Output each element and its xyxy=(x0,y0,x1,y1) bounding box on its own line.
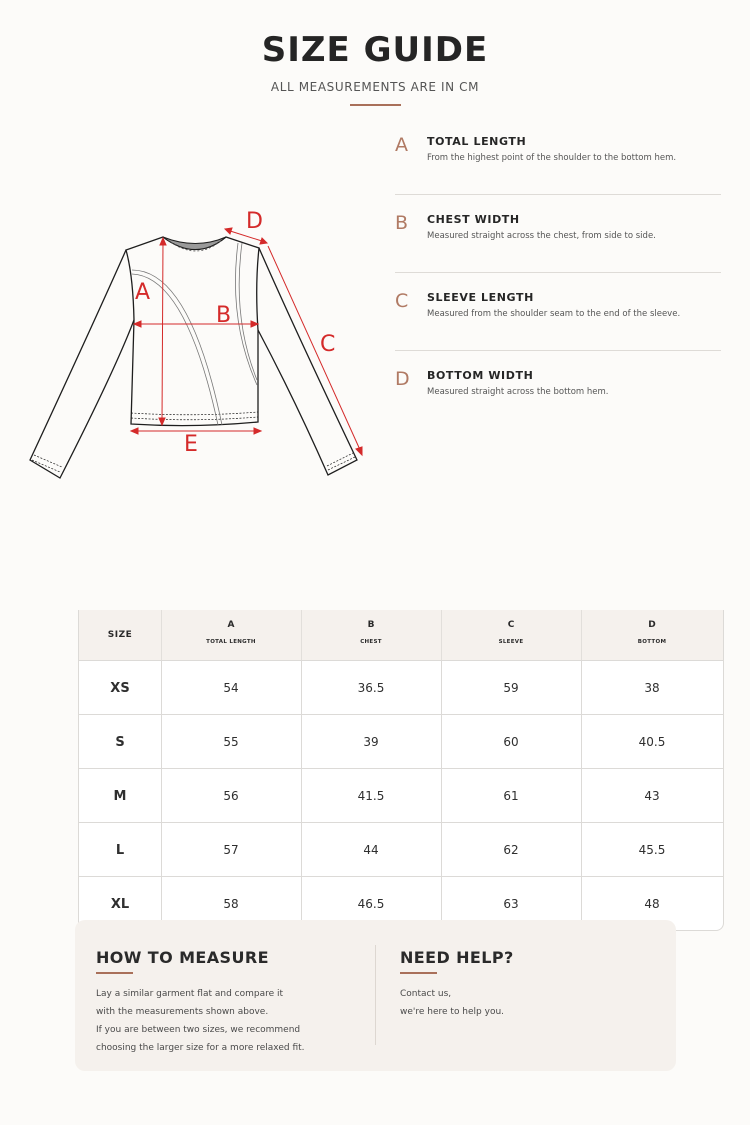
value-cell: 39 xyxy=(301,715,442,769)
legend-item-chest-width xyxy=(395,208,721,273)
value-cell: 45.5 xyxy=(638,843,666,857)
legend-description: Measured straight across the chest, from side to side. xyxy=(427,231,656,241)
header-col-d xyxy=(581,610,723,660)
legend-description: Measured from the shoulder seam to the end of the sleeve. xyxy=(427,309,681,319)
legend-item-bottom-width xyxy=(395,364,721,428)
size-cell: L xyxy=(79,823,162,877)
legend-description: From the highest point of the shoulder to the bottom hem. xyxy=(427,153,677,163)
page-title: SIZE GUIDE xyxy=(261,30,489,70)
header-sub: BOTTOM xyxy=(637,639,667,645)
value-cell: 57 xyxy=(161,823,302,877)
need-help-title: NEED HELP? xyxy=(400,948,514,967)
legend-item-sleeve-length xyxy=(395,286,721,351)
sweater-body-outline xyxy=(126,237,259,426)
value-cell: 41.5 xyxy=(301,769,442,823)
how-to-measure-line: choosing the larger size for a more relaxed fit. xyxy=(96,1043,305,1053)
page-subtitle: ALL MEASUREMENTS ARE IN CM xyxy=(270,80,480,94)
info-divider xyxy=(375,945,376,1045)
value-cell: 55 xyxy=(161,715,302,769)
legend-title: BOTTOM WIDTH xyxy=(427,369,534,382)
size-cell: S xyxy=(79,715,162,769)
left-sleeve-outline xyxy=(30,250,134,478)
need-help-line: we're here to help you. xyxy=(400,1007,505,1017)
diagram-label-d: D xyxy=(246,209,263,234)
value-cell: 48 xyxy=(644,897,660,911)
how-to-measure-underline xyxy=(96,972,133,974)
legend-letter: B xyxy=(395,212,409,234)
legend-description: Measured straight across the bottom hem. xyxy=(427,387,609,397)
header-sub: TOTAL LENGTH xyxy=(206,639,256,645)
diagram-label-c: C xyxy=(320,332,336,357)
header-letter: C xyxy=(507,620,515,630)
size-cell: XS xyxy=(79,661,162,715)
header-letter: A xyxy=(227,620,235,630)
legend-letter: A xyxy=(395,134,408,156)
value-cell: 61 xyxy=(441,769,582,823)
diagram-label-e: E xyxy=(184,432,198,457)
legend-title: TOTAL LENGTH xyxy=(427,135,527,148)
value-cell: 40.5 xyxy=(638,735,666,749)
diagram-label-b: B xyxy=(216,303,232,328)
value-cell: 36.5 xyxy=(301,661,442,715)
header-sub: CHEST xyxy=(360,639,382,645)
info-panel xyxy=(75,920,676,1071)
size-table xyxy=(78,610,724,931)
table-row xyxy=(79,768,723,823)
need-help-underline xyxy=(400,972,437,974)
legend-letter: D xyxy=(395,368,410,390)
how-to-measure-line: Lay a similar garment flat and compare it xyxy=(96,989,284,999)
how-to-measure-text xyxy=(96,985,305,1057)
value-cell: 38 xyxy=(644,681,660,695)
need-help-line: Contact us, xyxy=(400,989,452,999)
sweater-diagram xyxy=(0,190,380,490)
measurement-legend xyxy=(395,130,721,441)
value-cell: 60 xyxy=(441,715,582,769)
value-cell: 44 xyxy=(301,823,442,877)
legend-letter: C xyxy=(395,290,409,312)
table-row xyxy=(79,714,723,769)
legend-title: SLEEVE LENGTH xyxy=(427,291,534,304)
table-row xyxy=(79,822,723,877)
legend-item-total-length xyxy=(395,130,721,195)
size-cell: M xyxy=(79,769,162,823)
header-col-b xyxy=(301,610,442,660)
value-cell: 43 xyxy=(644,789,660,803)
legend-title: CHEST WIDTH xyxy=(427,213,520,226)
size-cell: XL xyxy=(79,877,162,931)
how-to-measure-line: with the measurements shown above. xyxy=(96,1007,269,1017)
how-to-measure-line: If you are between two sizes, we recommend xyxy=(96,1025,301,1035)
value-cell: 58 xyxy=(161,877,302,931)
value-cell: 62 xyxy=(441,823,582,877)
table-header xyxy=(79,610,723,660)
header-sub: SLEEVE xyxy=(498,639,524,645)
value-cell: 46.5 xyxy=(301,877,442,931)
value-cell: 54 xyxy=(161,661,302,715)
header-col-a xyxy=(161,610,302,660)
header-col-c xyxy=(441,610,582,660)
header-size: SIZE xyxy=(79,610,162,660)
table-row xyxy=(79,660,723,715)
value-cell: 63 xyxy=(441,877,582,931)
title-underline xyxy=(350,104,401,106)
right-sleeve-outline xyxy=(258,248,357,475)
value-cell: 56 xyxy=(161,769,302,823)
value-cell: 59 xyxy=(441,661,582,715)
header-letter: D xyxy=(648,620,656,630)
header-letter: B xyxy=(367,620,375,630)
need-help-text xyxy=(400,985,504,1021)
diagram-label-a: A xyxy=(135,280,151,305)
how-to-measure-title: HOW TO MEASURE xyxy=(96,948,269,967)
